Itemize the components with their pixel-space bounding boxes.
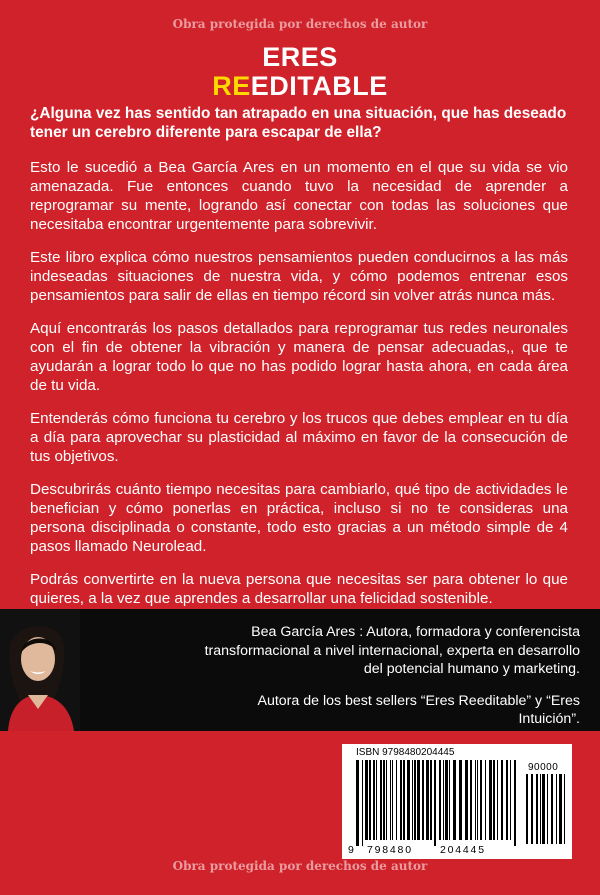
title-line-2 xyxy=(0,73,600,100)
barcode-bar xyxy=(403,760,405,840)
barcode-bar xyxy=(412,760,413,840)
barcode-right-digits: 204445 xyxy=(440,844,486,856)
barcode-bar xyxy=(414,760,416,840)
paragraph-2: Este libro explica cómo nuestros pensamientos pueden conducirnos a las más indeseadas situaciones de nuestra vida, y cómo podemos entrenar esos pensamientos para salir de ellas en tiempo récord sin volver atrás nunca más. xyxy=(30,249,568,304)
barcode-bar xyxy=(501,760,503,840)
barcode-bar xyxy=(551,774,553,844)
barcode-bar xyxy=(510,760,511,840)
barcode-bar xyxy=(526,774,528,844)
paragraph-4: Entenderás cómo funciona tu cerebro y los trucos que debes emplear en tu día a día para aprovechar su plasticidad al máximo en favor de la consecución de tus objetivos. xyxy=(30,410,568,465)
barcode-bar xyxy=(493,760,495,840)
barcode-bar xyxy=(542,774,545,844)
barcode-bar xyxy=(365,760,368,840)
barcode-bar xyxy=(439,760,441,840)
barcode-bar xyxy=(453,760,456,840)
watermark-top: Obra protegida por derechos de autor xyxy=(172,17,428,31)
barcode-bar xyxy=(362,760,363,846)
barcode-bar xyxy=(422,760,424,840)
intro-question: ¿Alguna vez has sentido tan atrapado en una situación, que has deseado tener un cerebro diferente para escapar de ella? xyxy=(30,105,567,141)
barcode-box xyxy=(342,744,572,859)
barcode-bar xyxy=(417,760,420,840)
barcode-bar xyxy=(400,760,402,840)
paragraph-1: Esto le sucedió a Bea García Ares en un momento en el que su vida se vio amenazada. Fue entonces cuando tuvo la necesidad de aprender a reprogramar su mente, logrando así conectar con todas las soluciones que necesitaba encontrar urgentemente para sobrevivir. xyxy=(30,159,568,233)
barcode-bars xyxy=(356,760,516,846)
barcode-bar xyxy=(434,760,436,846)
barcode-bar xyxy=(445,760,448,840)
paragraph-5: Descubrirás cuánto tiempo necesitas para cambiarlo, qué tipo de actividades le benefician y cómo ponerlas en práctica, incluso si no te consideras una persona disciplinada o constante, todo esto gracias a un método simple de 4 pasos llamado Neurolead. xyxy=(30,481,568,555)
barcode-bar xyxy=(386,760,387,840)
author-books: Autora de los best sellers “Eres Reeditable” y “Eres Intuición”. xyxy=(257,692,580,727)
barcode-bar xyxy=(449,760,450,840)
watermark-bottom: Obra protegida por derechos de autor xyxy=(172,859,428,873)
title-line-1: ERES xyxy=(262,42,338,72)
barcode-bar xyxy=(390,760,391,840)
barcode-bar xyxy=(369,760,371,840)
author-band xyxy=(0,609,600,731)
barcode-bar xyxy=(430,760,432,840)
barcode-left-digits: 798480 xyxy=(367,844,413,856)
barcode-bar xyxy=(531,774,533,844)
barcode-bar xyxy=(559,774,562,844)
barcode-bar xyxy=(356,760,359,846)
barcode-bar xyxy=(465,760,468,840)
barcode-first-digit: 9 xyxy=(348,844,356,856)
barcode-bar xyxy=(383,760,385,840)
price-code: 90000 xyxy=(528,762,559,773)
barcode-bar xyxy=(536,774,538,844)
barcode-bar xyxy=(564,774,565,844)
barcode-bar xyxy=(396,760,397,840)
author-photo xyxy=(0,609,80,731)
barcode-bar xyxy=(506,760,508,840)
barcode-bar xyxy=(489,760,492,840)
barcode-bar xyxy=(392,760,393,840)
paragraph-6: Podrás convertirte en la nueva persona que necesitas ser para obtener lo que quieres, a la vez que aprendes a desarrollar una felicidad sostenible. xyxy=(30,571,568,607)
barcode-bar xyxy=(376,760,377,840)
author-portrait-icon xyxy=(0,609,80,731)
barcode-bar xyxy=(547,774,548,844)
author-info xyxy=(200,623,580,729)
barcode-bar xyxy=(514,760,516,846)
barcode-bar xyxy=(426,760,429,840)
isbn-label: ISBN 9798480204445 xyxy=(356,747,455,758)
barcode-bar xyxy=(475,760,476,840)
barcode-bar xyxy=(407,760,410,840)
title-rest: EDITABLE xyxy=(250,71,388,101)
barcode-bar xyxy=(540,774,541,844)
barcode-bar xyxy=(477,760,478,840)
back-cover-text xyxy=(30,104,568,622)
barcode-bar xyxy=(556,774,557,844)
barcode-bar xyxy=(470,760,472,840)
barcode-bar xyxy=(380,760,382,840)
barcode-addon-bars xyxy=(526,774,566,844)
title-highlight: RE xyxy=(212,71,251,101)
paragraph-3: Aquí encontrarás los pasos detallados para reprogramar tus redes neuronales con el fin de obtener la vibración y manera de pensar adecuadas,, que te ayudarán a lograr todo lo que no has podido lograr hasta ahora, en cada área de tu vida. xyxy=(30,320,568,394)
barcode-bar xyxy=(485,760,486,840)
author-bio: Bea García Ares : Autora, formadora y conferencista transformacional a nivel internacional, experta en desarrollo del potencial humano y marketing. xyxy=(204,624,580,677)
barcode-bar xyxy=(497,760,498,840)
barcode-bar xyxy=(480,760,482,840)
barcode-bar xyxy=(459,760,462,840)
barcode-bar xyxy=(443,760,444,840)
barcode-bar xyxy=(373,760,375,840)
book-title xyxy=(0,44,600,100)
